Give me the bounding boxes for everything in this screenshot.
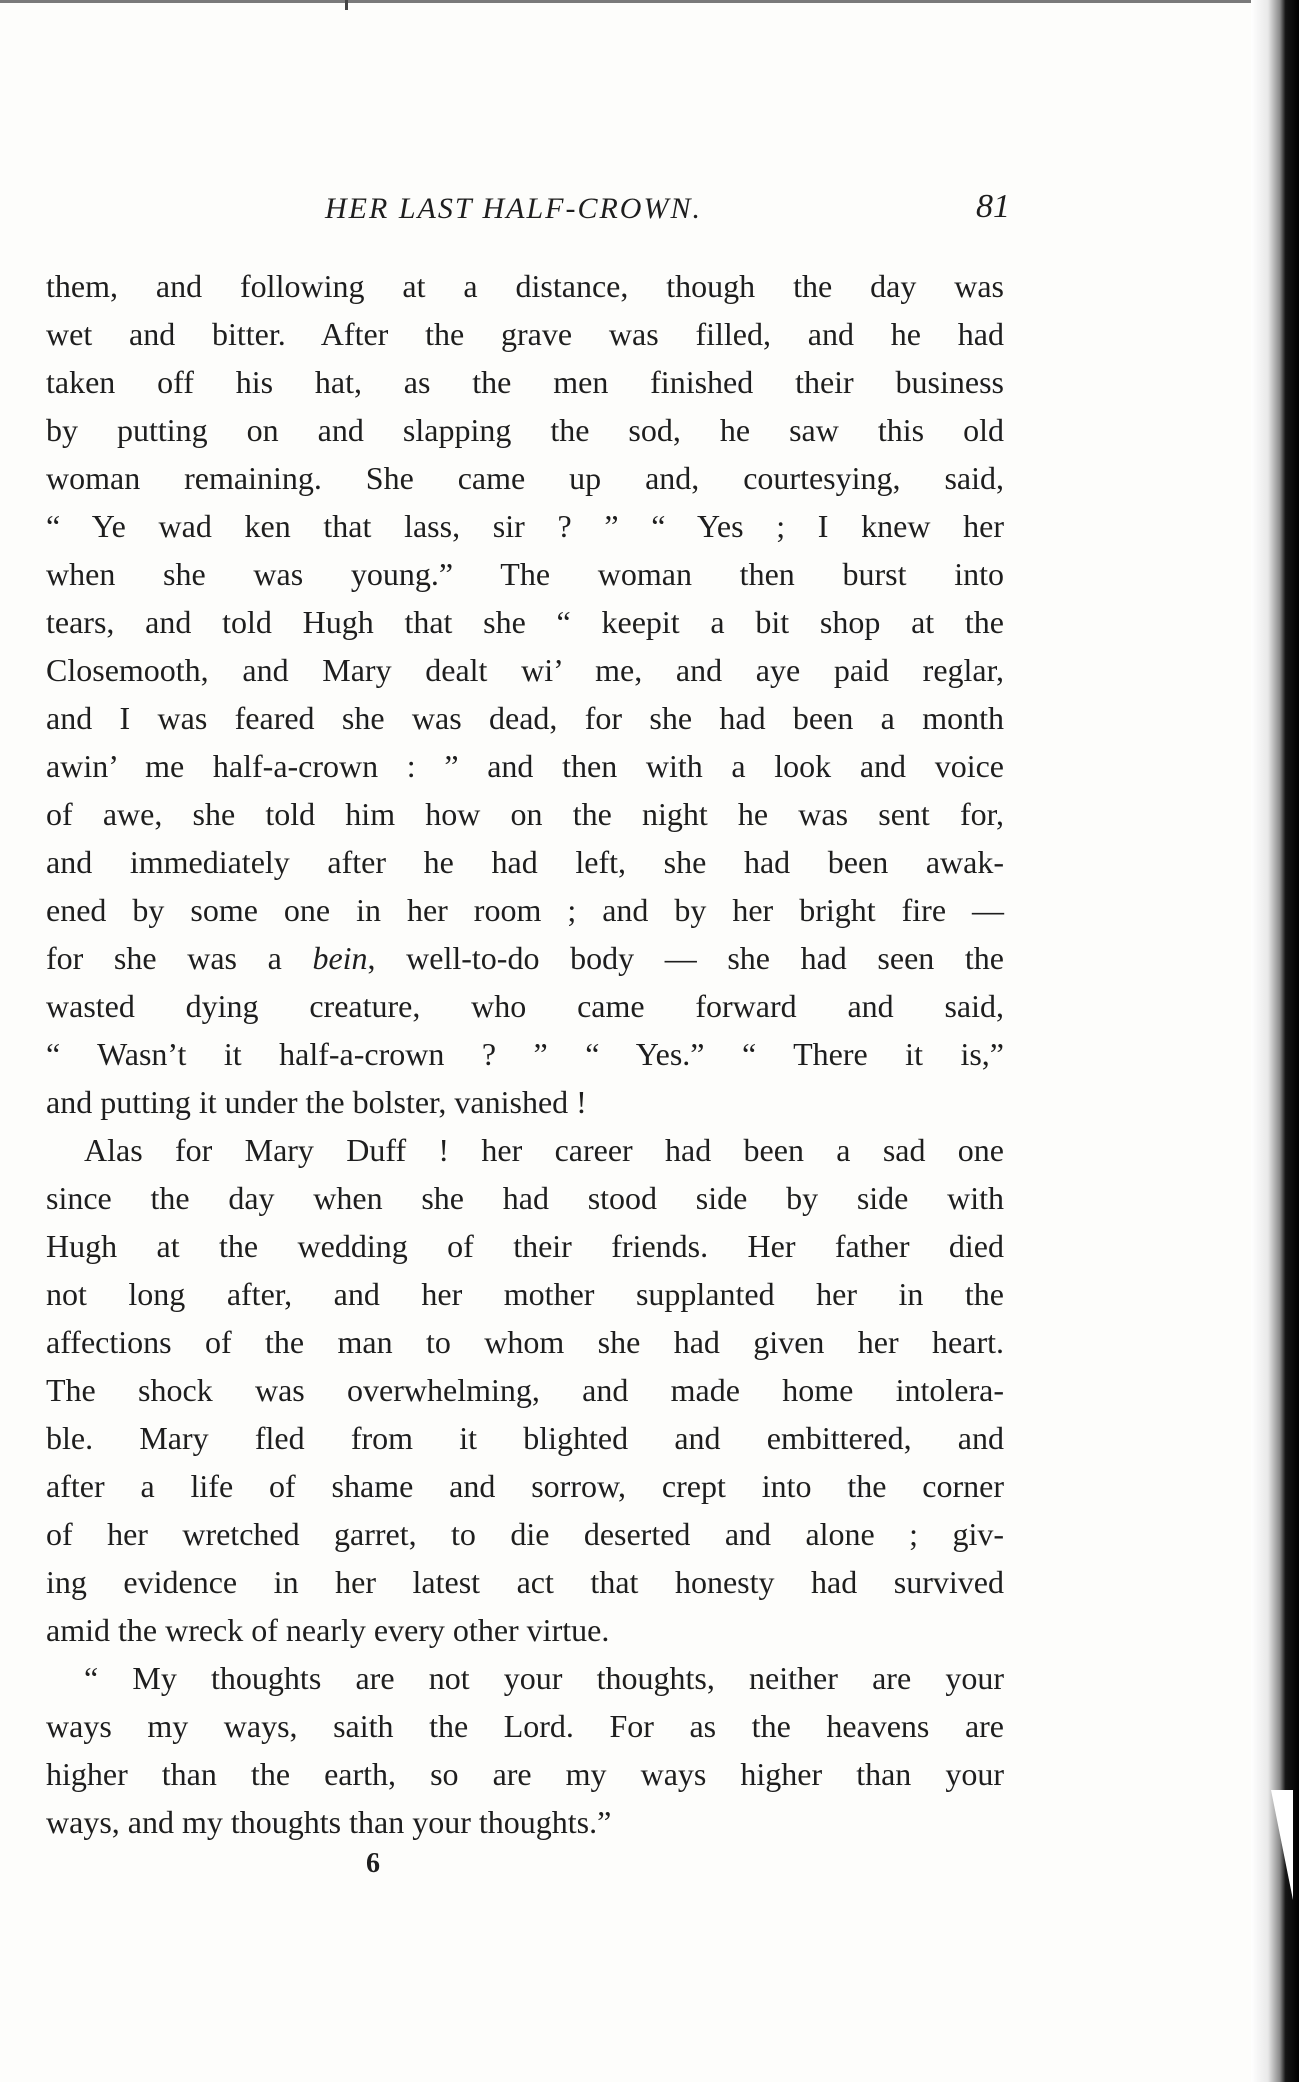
text-line: wasted dying creature, who came forward and said, xyxy=(46,988,1004,1024)
text-line-with-italic: for she was a bein, well-to-do body — she had seen the xyxy=(46,940,1005,976)
page-header xyxy=(60,188,1010,236)
text-line: taken off his hat, as the men finished their business xyxy=(46,364,1004,400)
text-line: by putting on and slapping the sod, he saw this old xyxy=(46,412,1004,448)
body-text xyxy=(46,262,1004,1846)
text-line: woman remaining. She came up and, courtesying, said, xyxy=(46,460,1004,496)
text-line: when she was young.” The woman then burst into xyxy=(46,556,1004,592)
paragraph-first-line: “ My thoughts are not your thoughts, neither are your xyxy=(84,1660,1004,1696)
text-line: and I was feared she was dead, for she had been a month xyxy=(46,700,1004,736)
text-line: and putting it under the bolster, vanished ! xyxy=(46,1084,587,1120)
text-line: of her wretched garret, to die deserted and alone ; giv- xyxy=(46,1516,1004,1552)
text-line: and immediately after he had left, she had been awak- xyxy=(46,844,1004,880)
text-line: ways my ways, saith the Lord. For as the heavens are xyxy=(46,1708,1004,1744)
running-head: HER LAST HALF-CROWN. xyxy=(325,192,702,225)
text-line: “ Wasn’t it half-a-crown ? ” “ Yes.” “ There it is,” xyxy=(46,1036,1004,1072)
italic-word: bein xyxy=(312,940,368,976)
scan-top-tick xyxy=(345,0,348,10)
text-line: amid the wreck of nearly every other virtue. xyxy=(46,1612,610,1648)
text-line: tears, and told Hugh that she “ keepit a bit shop at the xyxy=(46,604,1004,640)
text-line: ble. Mary fled from it blighted and embittered, and xyxy=(46,1420,1004,1456)
text-line: Closemooth, and Mary dealt wi’ me, and aye paid reglar, xyxy=(46,652,1004,688)
text-line: awin’ me half-a-crown : ” and then with a look and voice xyxy=(46,748,1004,784)
text-line: since the day when she had stood side by side with xyxy=(46,1180,1004,1216)
text-line: affections of the man to whom she had given her heart. xyxy=(46,1324,1004,1360)
text-line: ways, and my thoughts than your thoughts.” xyxy=(46,1804,612,1840)
text-line: wet and bitter. After the grave was filled, and he had xyxy=(46,316,1004,352)
text-line: ing evidence in her latest act that honesty had survived xyxy=(46,1564,1004,1600)
text-line: them, and following at a distance, though the day was xyxy=(46,268,1004,304)
text-line: “ Ye wad ken that lass, sir ? ” “ Yes ; I knew her xyxy=(46,508,1004,544)
scan-binding-edge xyxy=(1251,0,1299,2082)
text-line: Hugh at the wedding of their friends. Her father died xyxy=(46,1228,1004,1264)
scan-top-edge xyxy=(0,0,1299,3)
page-number: 81 xyxy=(976,188,1010,225)
text-line: ened by some one in her room ; and by her bright fire — xyxy=(46,892,1004,928)
text-line: The shock was overwhelming, and made home intolera- xyxy=(46,1372,1004,1408)
text-line: higher than the earth, so are my ways higher than your xyxy=(46,1756,1004,1792)
text-line: after a life of shame and sorrow, crept into the corner xyxy=(46,1468,1004,1504)
text-line: not long after, and her mother supplanted her in the xyxy=(46,1276,1004,1312)
printer-signature-mark: 6 xyxy=(366,1848,380,1879)
paragraph-first-line: Alas for Mary Duff ! her career had been a sad one xyxy=(84,1132,1004,1168)
text-line: of awe, she told him how on the night he was sent for, xyxy=(46,796,1004,832)
